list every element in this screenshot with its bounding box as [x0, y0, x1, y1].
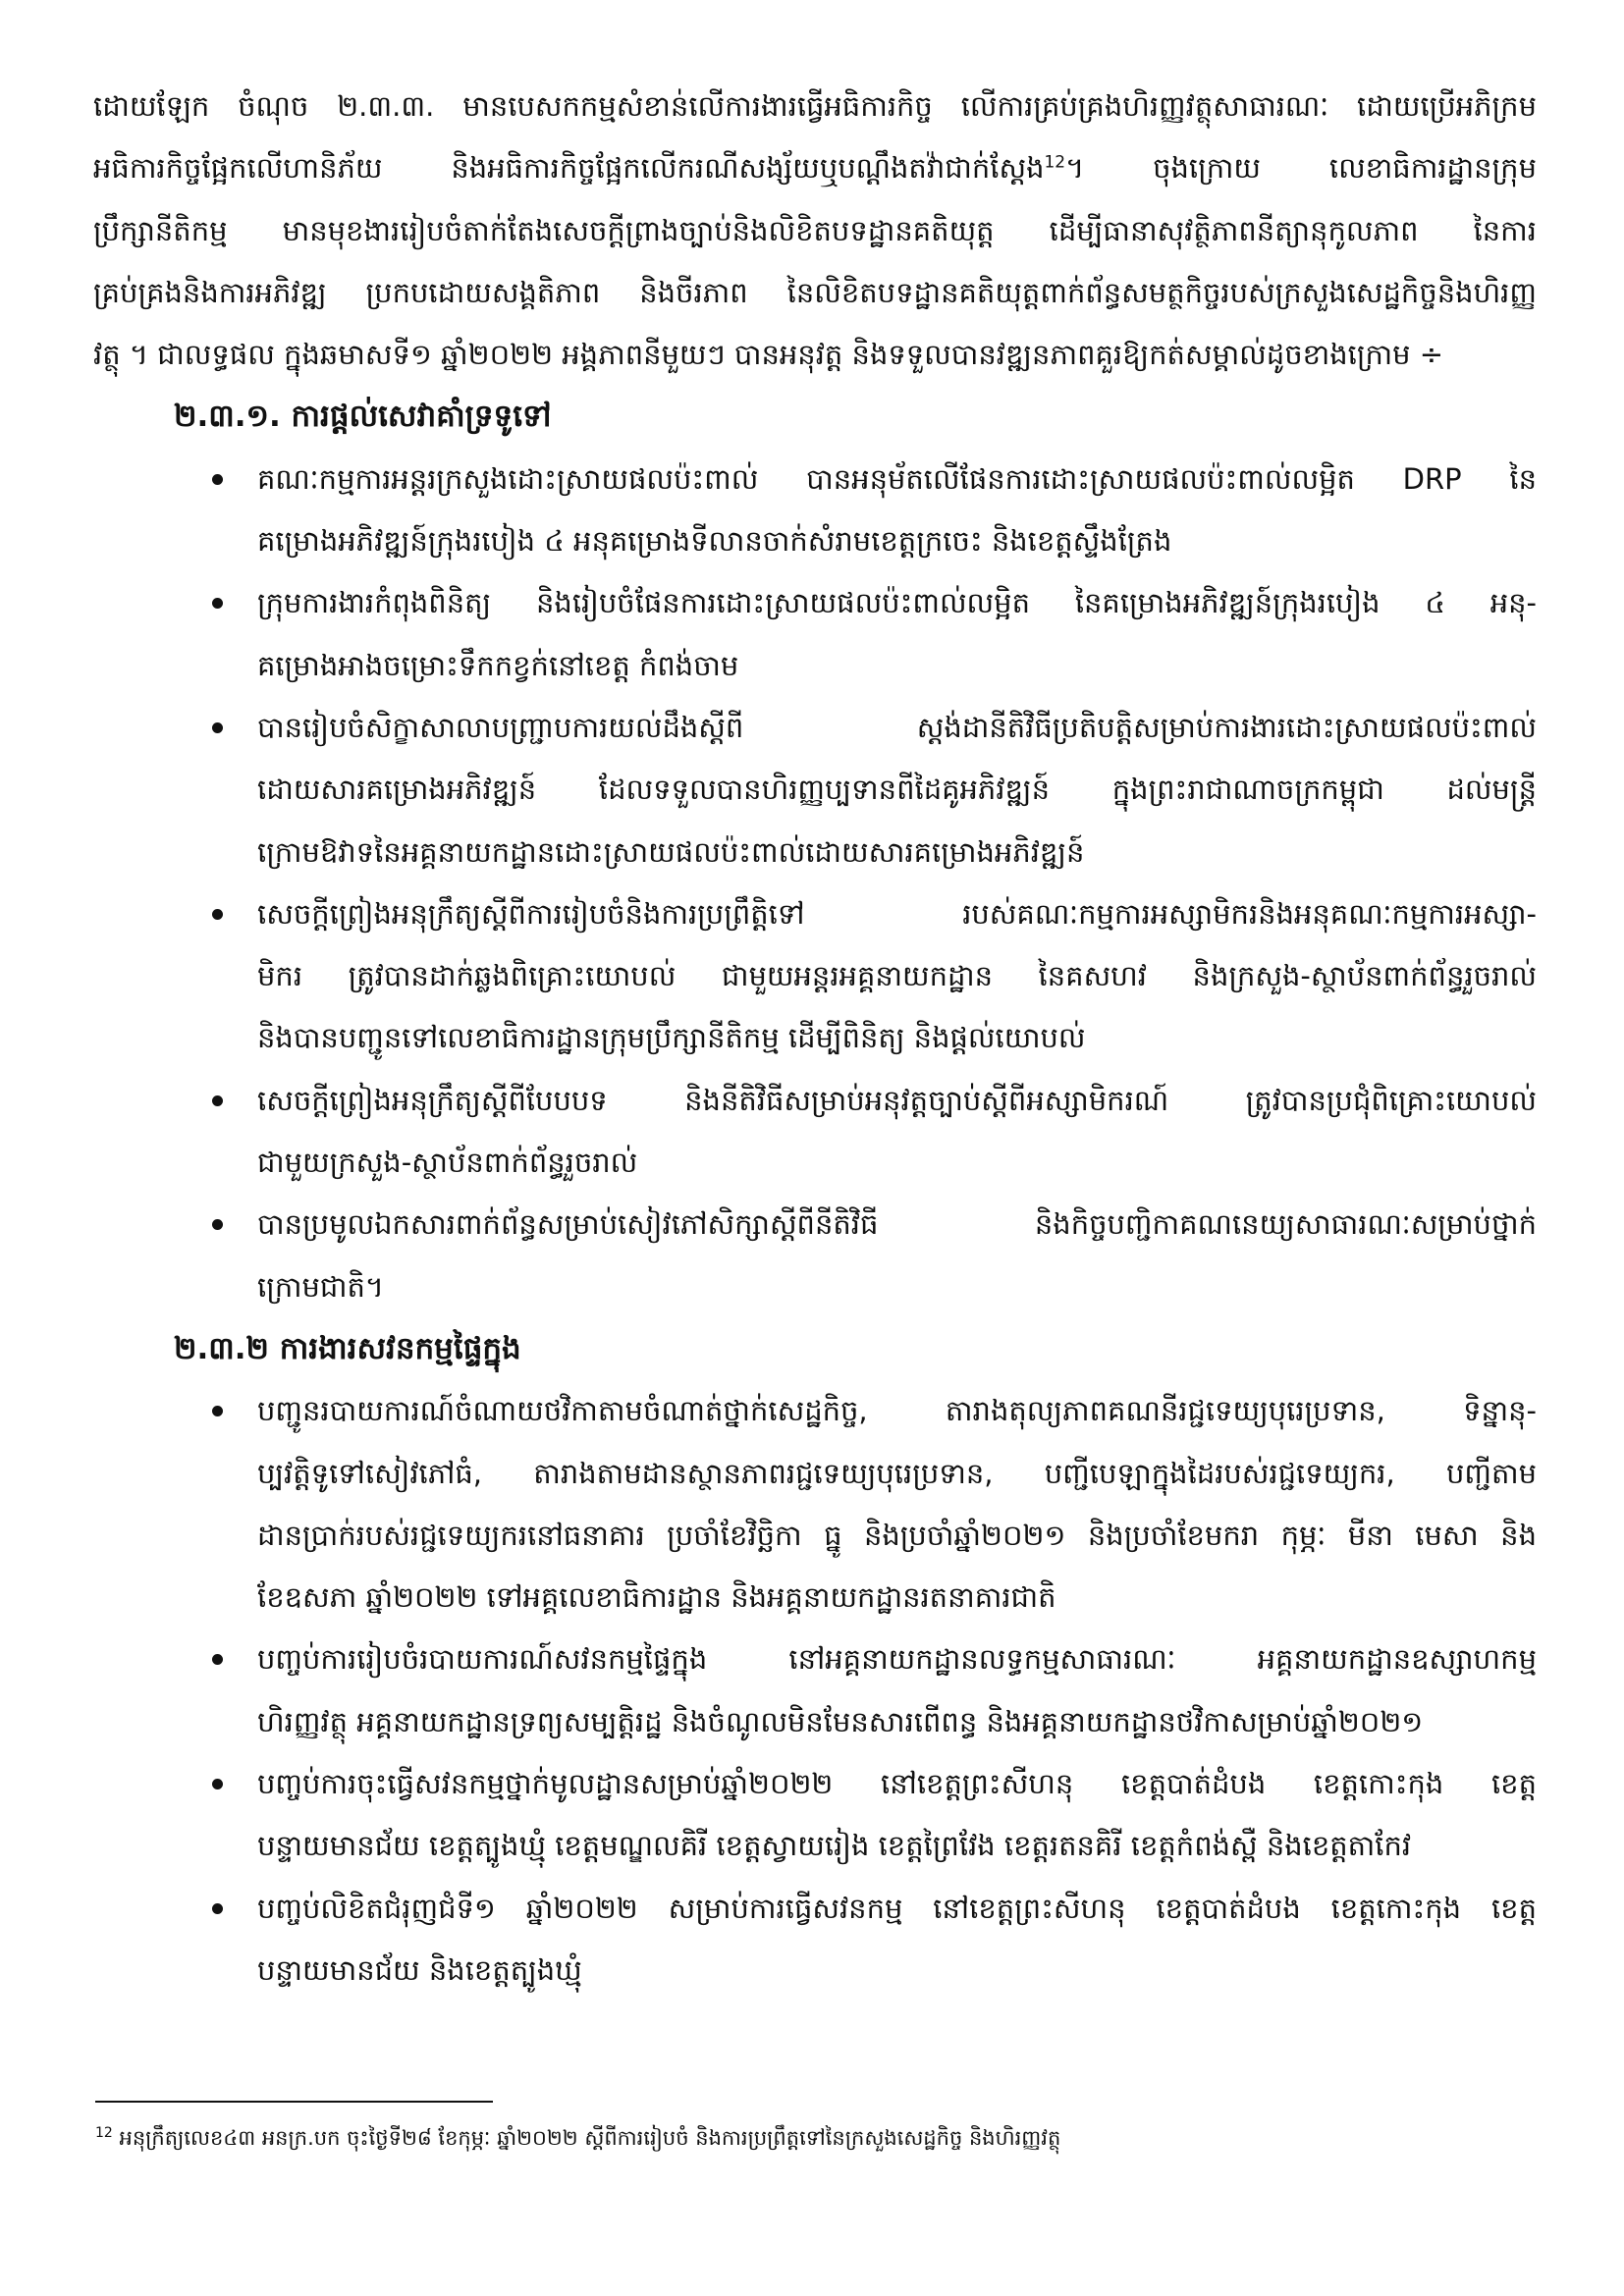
paragraph-line: ប្រឹក្សានីតិកម្ម មានមុខងាររៀបចំតាក់តែងសេចក្ដីព្រាងច្បាប់និងលិខិតបទដ្ឋានគតិយុត្ត ដើម្បីធានាសុវត្ថិភាពនីត្យានុកូលភាព នៃការ	[93, 213, 1537, 247]
list-item	[0, 1753, 1624, 1878]
bullet-icon	[212, 1654, 223, 1665]
list-item	[0, 1380, 1624, 1629]
footnote-text: អនុក្រឹត្យលេខ៤៣ អនក្រ.បក ចុះថ្ងៃទី២៨ ខែកុម្ភៈ ឆ្នាំ២០២២ ស្តីពីការរៀបចំ និងការប្រព្រឹត្តទៅនៃក្រសួងសេដ្ឋកិច្ច និងហិរញ្ញវត្ថុ	[119, 2126, 1061, 2150]
list-item	[0, 449, 1624, 573]
document-body	[0, 76, 1624, 2002]
list-item-line: បន្ទាយមានជ័យ ខេត្តត្បូងឃ្មុំ ខេត្តមណ្ឌលគិរី ខេត្តស្វាយរៀង ខេត្តព្រៃវែង ខេត្តរតនគិរី ខេត្តកំពង់ស្ពឺ និងខេត្តតាកែវ	[257, 1829, 1412, 1863]
intro-paragraph	[0, 76, 1624, 386]
list-item-line: ក្រោមឱវាទនៃអគ្គនាយកដ្ឋានដោះស្រាយផលប៉ះពាល់ដោយសារគម្រោងអភិវឌ្ឍន៍	[257, 834, 1085, 869]
list-item-line: ដានប្រាក់របស់រជ្ជទេយ្យករនៅធនាគារ ប្រចាំខែវិច្ឆិកា ធ្នូ និងប្រចាំឆ្នាំ២០២១ និងប្រចាំខែមករា កុម្ភៈ មីនា មេសា និង	[257, 1518, 1537, 1552]
section-heading: ២.៣.២ ការងារសវនកម្មផ្ទៃក្នុង	[174, 1330, 521, 1366]
paragraph-line	[93, 137, 1537, 199]
paragraph-line: ដោយឡែក ចំណុច ២.៣.៣. មានបេសកកម្មសំខាន់លើការងារធ្វើអធិការកិច្ច លើការគ្រប់គ្រងហិរញ្ញវត្ថុសាធារណៈ ដោយប្រើអភិក្រម	[93, 89, 1537, 123]
list-item	[0, 1629, 1624, 1753]
list-item	[0, 1070, 1624, 1195]
list-item-line: សេចក្តីព្រៀងអនុក្រឹត្យស្តីពីបែបបទ និងនីតិវិធីសម្រាប់អនុវត្តច្បាប់ស្តីពីអស្សាមិករណ៍ ត្រូវបានប្រជុំពិគ្រោះយោបល់	[257, 1083, 1537, 1117]
footnote-reference[interactable]: 12	[1044, 152, 1066, 173]
bullet-icon	[212, 722, 223, 733]
bullet-icon	[212, 1903, 223, 1914]
list-item-line: ប្បវត្តិទូទៅសៀវភៅធំ, តារាងតាមដានស្ថានភាពរជ្ជទេយ្យបុរេប្រទាន, បញ្ជីបេឡាក្នុងដៃរបស់រជ្ជទេយ្យករ, បញ្ជីតាម	[257, 1456, 1537, 1490]
bullet-icon	[212, 1779, 223, 1789]
list-item-line: គម្រោងអាងចម្រោះទឹកកខ្វក់នៅខេត្ត កំពង់ចាម	[257, 648, 739, 682]
list-item-line: សេចក្តីព្រៀងអនុក្រឹត្យស្តីពីការរៀបចំនិងការប្រព្រឹត្តិទៅ របស់គណៈកម្មការអស្សាមិករនិងអនុគណៈកម្មការអស្សា-	[257, 896, 1537, 931]
bullet-list	[0, 1380, 1624, 2002]
list-item-line: ជាមួយក្រសួង-ស្ថាប័នពាក់ព័ន្ធរួចរាល់	[257, 1146, 638, 1180]
bullet-icon	[212, 909, 223, 920]
footnote-divider	[95, 2101, 493, 2103]
section-heading: ២.៣.១. ការផ្តល់សេវាគាំទ្រទូទៅ	[174, 399, 552, 435]
list-item-line: ខែឧសភា ឆ្នាំ២០២២ ទៅអគ្គលេខាធិការដ្ឋាន និងអគ្គនាយកដ្ឋានរតនាគារជាតិ	[257, 1580, 1056, 1615]
footnote-number: 12	[95, 2125, 113, 2141]
list-item	[0, 883, 1624, 1070]
footnote	[95, 2118, 1060, 2158]
list-item	[0, 1878, 1624, 2002]
list-item-line: គណៈកម្មការអន្តរក្រសួងដោះស្រាយផលប៉ះពាល់ បានអនុម័តលើផែនការដោះស្រាយផលប៉ះពាល់លម្អិត DRP នៃ	[257, 461, 1537, 496]
list-item-line: គម្រោងអភិវឌ្ឍន៍ក្រុងរបៀង ៤ អនុគម្រោងទីលានចាក់សំរាមខេត្តក្រចេះ និងខេត្តស្ទឹងត្រែង	[257, 524, 1172, 559]
list-item-line: ហិរញ្ញវត្ថុ អគ្គនាយកដ្ឋានទ្រព្យសម្បត្តិរដ្ឋ និងចំណូលមិនមែនសារពើពន្ធ និងអគ្គនាយកដ្ឋានថវិកាសម្រាប់ឆ្នាំ២០២១	[257, 1704, 1424, 1738]
paragraph-line: គ្រប់គ្រងនិងការអភិវឌ្ឍ ប្រកបដោយសង្គតិភាព និងចីរភាព នៃលិខិតបទដ្ឋានគតិយុត្តពាក់ព័ន្ធសមត្ថកិច្ចរបស់ក្រសួងសេដ្ឋកិច្ចនិងហិរញ្ញ	[93, 275, 1537, 309]
list-item-line: បញ្ចប់ការរៀបចំរបាយការណ៍សវនកម្មផ្ទៃក្នុង នៅអគ្គនាយកដ្ឋានលទ្ធកម្មសាធារណៈ អគ្គនាយកដ្ឋានឧស្សាហកម្ម	[257, 1642, 1537, 1677]
list-item-line: បញ្ជូនរបាយការណ៍ចំណាយថវិកាតាមចំណាត់ថ្នាក់សេដ្ឋកិច្ច, តារាងតុល្យភាពគណនីរជ្ជទេយ្យបុរេប្រទាន, ទិន្នានុ-	[257, 1394, 1537, 1428]
list-item-line: ក្រុមការងារកំពុងពិនិត្យ និងរៀបចំផែនការដោះស្រាយផលប៉ះពាល់លម្អិត នៃគម្រោងអភិវឌ្ឍន៍ក្រុងរបៀង ៤ អនុ-	[257, 586, 1537, 620]
list-item-line: បញ្ចប់លិខិតជំរុញជំទី១ ឆ្នាំ២០២២ សម្រាប់ការធ្វើសវនកម្ម នៅខេត្តព្រះសីហនុ ខេត្តបាត់ដំបង ខេត្តកោះកុង ខេត្ត	[257, 1891, 1537, 1925]
bullet-icon	[212, 1406, 223, 1416]
bullet-icon	[212, 1095, 223, 1106]
line-text: ។ ចុងក្រោយ លេខាធិការដ្ឋានក្រុម	[1065, 151, 1537, 186]
list-item-line: បានប្រមូលឯកសារពាក់ព័ន្ធសម្រាប់សៀវភៅសិក្សាស្តីពីនីតិវិធី និងកិច្ចបញ្ជិកាគណនេយ្យសាធារណៈសម្រាប់ថ្នាក់	[257, 1207, 1537, 1242]
list-item-line: ដោយសារគម្រោងអភិវឌ្ឍន៍ ដែលទទួលបានហិរញ្ញប្បទានពីដៃគូអភិវឌ្ឍន៍ ក្នុងព្រះរាជាណាចក្រកម្ពុជា ដល់មន្ត្រី	[257, 773, 1537, 807]
list-item-line: ក្រោមជាតិ។	[257, 1269, 384, 1304]
paragraph-line: វត្ថុ ។ ជាលទ្ធផល ក្នុងឆមាសទី១ ឆ្នាំ២០២២ អង្គភាពនីមួយៗ បានអនុវត្ត និងទទួលបានវឌ្ឍនភាពគួរឱ្យកត់សម្គាល់ដូចខាងក្រោម ÷	[93, 338, 1444, 372]
list-item-line: បានរៀបចំសិក្ខាសាលាបញ្ជ្រាបការយល់ដឹងស្ដីពី ស្តង់ដានីតិវិធីប្រតិបត្តិសម្រាប់ការងារដោះស្រាយផលប៉ះពាល់	[257, 710, 1537, 744]
bullet-icon	[212, 474, 223, 485]
list-item	[0, 697, 1624, 883]
bullet-list	[0, 449, 1624, 1318]
bullet-icon	[212, 598, 223, 609]
list-item-line: មិករ ត្រូវបានដាក់ឆ្លងពិគ្រោះយោបល់ ជាមួយអន្តរអគ្គនាយកដ្ឋាន នៃគសហវ និងក្រសួង-ស្ថាប័នពាក់ព័ន្ធរួចរាល់	[257, 959, 1537, 993]
list-item	[0, 572, 1624, 697]
line-text: អធិការកិច្ចផ្អែកលើហានិភ័យ និងអធិការកិច្ចផ្អែកលើករណីសង្ស័យឬបណ្ដឹងតវ៉ាជាក់ស្ដែង	[93, 151, 1045, 186]
list-item-line: និងបានបញ្ជូនទៅលេខាធិការដ្ឋានក្រុមប្រឹក្សានីតិកម្ម ដើម្បីពិនិត្យ និងផ្តល់យោបល់	[257, 1021, 1086, 1055]
list-item	[0, 1194, 1624, 1318]
bullet-icon	[212, 1219, 223, 1230]
list-item-line: បញ្ចប់ការចុះធ្វើសវនកម្មថ្នាក់មូលដ្ឋានសម្រាប់ឆ្នាំ២០២២ នៅខេត្តព្រះសីហនុ ខេត្តបាត់ដំបង ខេត្តកោះកុង ខេត្ត	[257, 1767, 1537, 1801]
list-item-line: បន្ទាយមានជ័យ និងខេត្តត្បូងឃ្មុំ	[257, 1952, 582, 1987]
